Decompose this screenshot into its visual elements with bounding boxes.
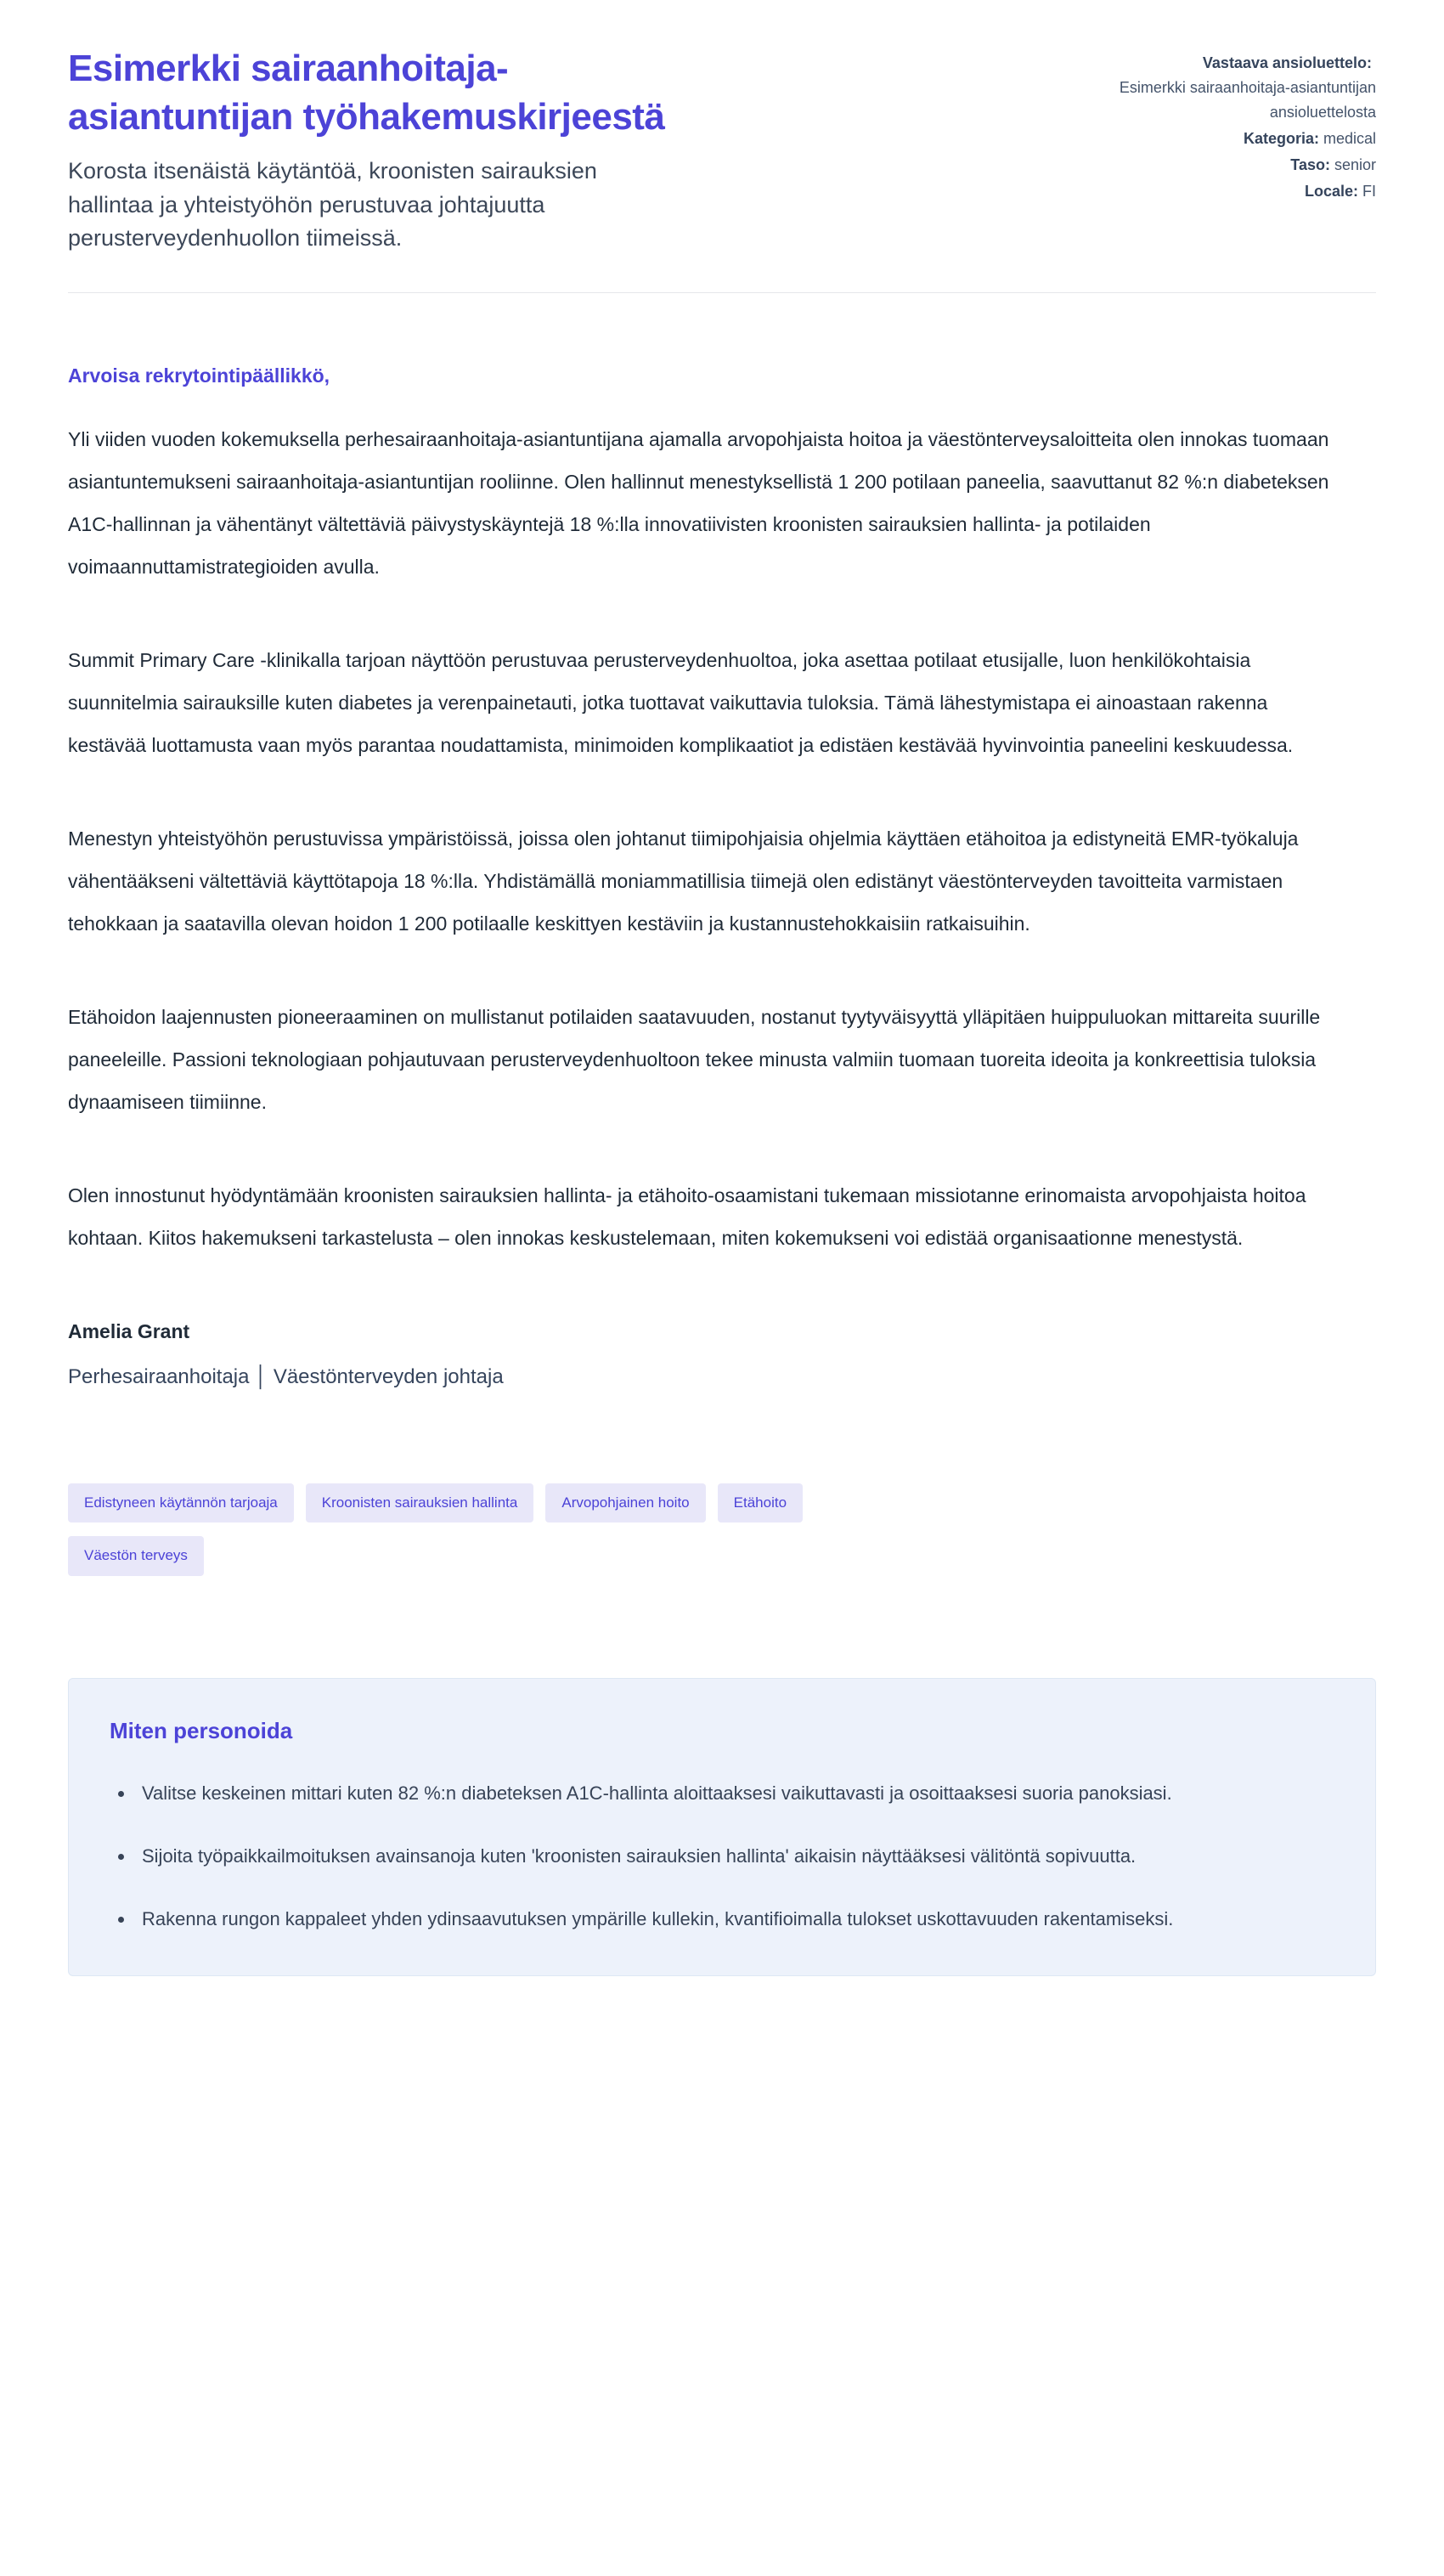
meta-resume-label: Vastaava ansioluettelo: [1202,54,1372,71]
tag-chip[interactable]: Kroonisten sairauksien hallinta [306,1483,534,1522]
header [68,44,1376,255]
letter-paragraph: Summit Primary Care -klinikalla tarjoan näyttöön perustuvaa perusterveydenhuoltoa, joka asettaa potilaat etusijalle, luon henkilökohtaisia suunnitelmia sairauksille kuten diabetes ja verenpainetauti, jotka tuottavat vaikuttavia tuloksia. Tämä lähestymistapa ei ainoastaan rakenna kestävää luottamusta vaan myös parantaa noudattamista, minimoiden komplikaatiot ja edistäen kestävää hyvinvointia paneelini keskuudessa. [68,648,1294,756]
tip-item: • Sijoita työpaikkailmoituksen avainsanoja kuten 'kroonisten sairauksien hallinta' aikaisin näyttääksesi välitöntä sopivuutta. [135,1836,1334,1877]
meta-panel [1036,44,1376,206]
letter-paragraph: Etähoidon laajennusten pioneeraaminen on mullistanut potilaiden saatavuuden, nostanut tyytyväisyyttä ylläpitäen huippuluokan mittareita suurille paneeleille. Passioni teknologiaan pohjautuvaan perusterveydenhuoltoon tekee minusta valmiin tuomaan tuoreita ideoita ja konkreettisia tuloksia dynaamiseen tiimiinne. [68,1005,1321,1113]
letter-paragraph: Menestyn yhteistyöhön perustuvissa ympäristöissä, joissa olen johtanut tiimipohjaisia ohjelmia käyttäen etähoitoa ja edistyneitä EMR-työkaluja vähentääkseni vältettäviä käyttötapoja 18 %:lla. Yhdistämällä moniammatillisia tiimejä olen edistänyt väestönterveyden tavoitteita varmistaen tehokkaan ja saatavilla olevan hoidon 1 200 potilaalle keskittyen kestäviin ja kustannustehokkaisiin ratkaisuihin. [68,827,1299,935]
meta-locale-label: Locale: [1304,183,1358,200]
tag-chip[interactable]: Väestön terveys [68,1536,204,1575]
letter-paragraph: Yli viiden vuoden kokemuksella perhesairaanhoitaja-asiantuntijana ajamalla arvopohjaista hoitoa ja väestönterveysaloitteita olen innokas tuomaan asiantuntemukseni sairaanhoitaja-asiantuntijan rooliinne. Olen hallinnut menestyksellistä 1 200 potilaan paneelia, saavuttanut 82 %:n diabeteksen A1C-hallinnan ja vähentänyt vältettäviä päivystyskäyntejä 18 %:lla innovatiivisten kroonisten sairauksien hallinta- ja potilaiden voimaannuttamistrategioiden avulla. [68,427,1329,578]
personalization-tips-box [68,1678,1376,1976]
salutation: Arvoisa rekrytointipäällikkö, [68,364,330,387]
meta-level-value: senior [1334,156,1376,173]
meta-level-label: Taso: [1290,156,1330,173]
letter-body [68,354,1329,1398]
signature-name: Amelia Grant [68,1319,190,1342]
tips-heading: Miten personoida [110,1717,293,1743]
meta-category-row [1036,127,1376,151]
signature-title: Perhesairaanhoitaja │ Väestönterveyden johtaja [68,1364,504,1388]
tip-item: • Rakenna rungon kappaleet yhden ydinsaavutuksen ympärille kullekin, kvantifioimalla tulokset uskottavuuden rakentamiseksi. [135,1899,1334,1940]
meta-locale-value: FI [1362,183,1376,200]
tips-list [110,1773,1334,1940]
tip-item: • Valitse keskeinen mittari kuten 82 %:n diabeteksen A1C-hallinta aloittaaksesi vaikuttavasti ja osoittaaksesi suoria panoksiasi. [135,1773,1334,1814]
tag-list [68,1483,875,1576]
header-divider [68,292,1376,293]
matching-resume-link[interactable]: Esimerkki sairaanhoitaja-asiantuntijan ansioluettelosta [1119,79,1376,121]
meta-category-value: medical [1323,130,1376,147]
tag-chip[interactable]: Arvopohjainen hoito [545,1483,705,1522]
tag-chip[interactable]: Edistyneen käytännön tarjoaja [68,1483,294,1522]
meta-category-label: Kategoria: [1243,130,1319,147]
tag-chip[interactable]: Etähoito [718,1483,803,1522]
page-subtitle: Korosta itsenäistä käytäntöä, kroonisten sairauksien hallintaa ja yhteistyöhön perustuvaa johtajuutta perusterveydenhuollon tiimeissä. [68,158,597,251]
header-title-block [68,44,714,255]
letter-paragraph: Olen innostunut hyödyntämään kroonisten sairauksien hallinta- ja etähoito-osaamistani tukemaan missiotanne erinomaista arvopohjaista hoitoa kohtaan. Kiitos hakemukseni tarkastelusta – olen innokas keskustelemaan, miten kokemukseni voi edistää organisaationne menestystä. [68,1183,1306,1249]
page-title: Esimerkki sairaanhoitaja-asiantuntijan työhakemuskirjeestä [68,48,665,138]
meta-resume-row [1036,51,1376,125]
meta-level-row [1036,153,1376,178]
meta-locale-row [1036,179,1376,204]
